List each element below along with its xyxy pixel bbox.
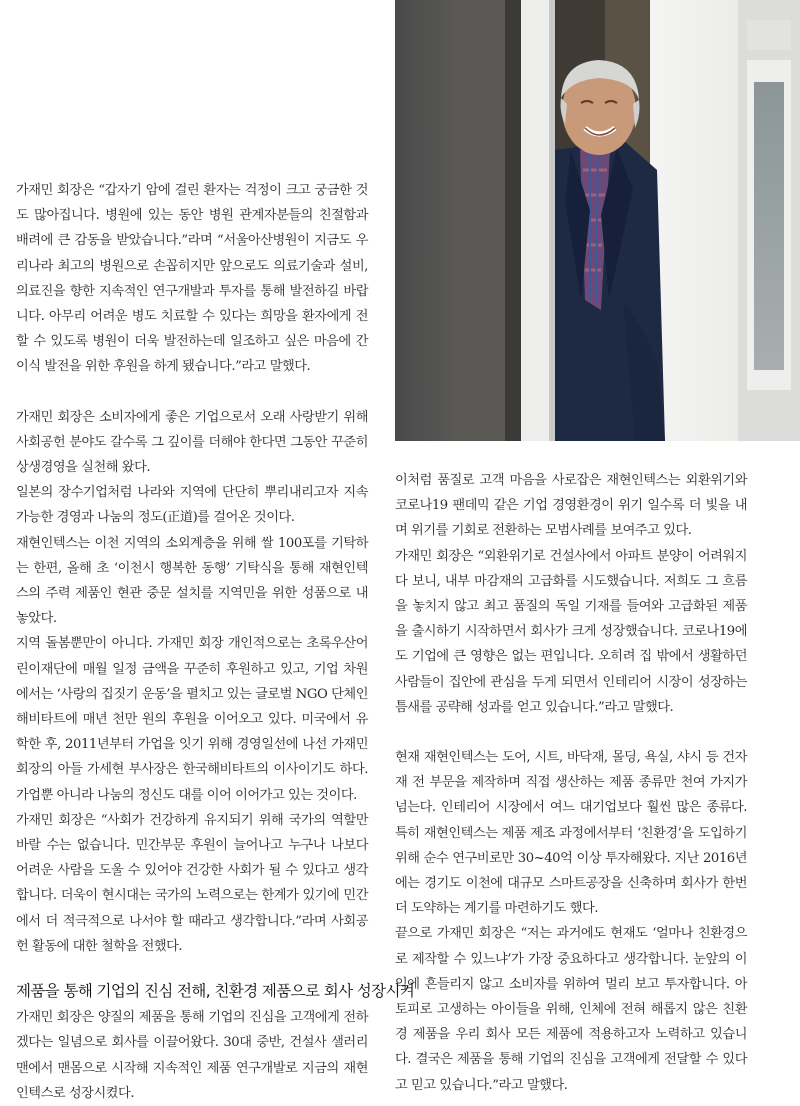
section-subheading: 제품을 통해 기업의 진심 전해, 친환경 제품으로 회사 성장시켜 (16, 982, 415, 1001)
left-text-column (16, 178, 415, 1106)
paragraph: 가재민 회장은 “사회가 건강하게 유지되기 위해 국가의 역할만 바랄 수는 없습니다. 민간부문 후원이 늘어나고 누구나 나보다 어려운 사람을 도울 수 있어야 건강한 사회가 될 수 있다고 생각합니다. 더욱이 현시대는 국가의 노력으로는 한계가 있기에 민간에서 더 적극적으로 나서야 할 때라고 생각합니다.”라며 사회공헌 활동에 대한 철학을 전했다. (16, 812, 368, 954)
right-text-column (395, 468, 747, 1098)
portrait-photo (395, 0, 800, 441)
portrait-illustration (395, 0, 800, 441)
paragraph: 현재 재현인텍스는 도어, 시트, 바닥재, 몰딩, 욕실, 샤시 등 건자재 전 부문을 제작하며 직접 생산하는 제품 종류만 천여 가지가 넘는다. 인테리어 시장에서 여느 대기업보다 훨씬 많은 종류다. 특히 재현인텍스는 제품 제조 과정에서부터 ‘친환경’을 도입하기 위해 순수 연구비로만 30~40억 이상 투자해왔다. 지난 2016년에는 경기도 이천에 대규모 스마트공장을 신축하며 회사가 한번 더 도약하는 계기를 마련하기도 했다. (395, 750, 747, 917)
paragraph: 끝으로 가재민 회장은 “저는 과거에도 현재도 ‘얼마나 친환경으로 제작할 수 있느냐’가 가장 중요하다고 생각합니다. 눈앞의 이익에 흔들리지 않고 소비자를 위하여 멀리 보고 투자합니다. 아토피로 고생하는 아이들을 위해, 인체에 전혀 해롭지 않은 친환경 제품을 우리 회사 모든 제품에 적용하고자 노력하고 있습니다. 결국은 제품을 통해 기업의 진심을 고객에게 전달할 수 있다고 믿고 있습니다.”라고 말했다. (395, 926, 747, 1093)
paragraph: 가재민 회장은 소비자에게 좋은 기업으로서 오래 사랑받기 위해 사회공헌 분야도 갈수록 그 깊이를 더해야 한다면 그동안 꾸준히 상생경영을 실천해 왔다. (16, 409, 368, 476)
paragraph: 지역 돌봄뿐만이 아니다. 가재민 회장 개인적으로는 초록우산어린이재단에 매월 일정 금액을 꾸준히 후원하고 있고, 기업 차원에서는 ‘사랑의 집짓기 운동’을 펼치고 있는 글로벌 NGO 단체인 해비타트에 매년 천만 원의 후원을 이어오고 있다. 미국에서 유학한 후, 2011년부터 가업을 잇기 위해 경영일선에 나선 가재민 회장의 아들 가세현 부사장은 한국해비타트의 이사이기도 하다. 가업뿐 아니라 나눔의 정신도 대를 이어 이어가고 있는 것이다. (16, 636, 368, 803)
paragraph: 이처럼 품질로 고객 마음을 사로잡은 재현인텍스는 외환위기와 코로나19 팬데믹 같은 기업 경영환경이 위기 일수록 더 빛을 내며 위기를 기회로 전환하는 모범사례를 보여주고 있다. (395, 473, 747, 539)
paragraph: 재현인텍스는 이천 지역의 소외계층을 위해 쌀 100포를 기탁하는 한편, 올해 초 ‘이천시 행복한 동행’ 기탁식을 통해 재현인텍스의 주력 제품인 현관 중문 설치를 지역민을 위한 성품으로 내놓았다. (16, 535, 368, 627)
paragraph: 일본의 장수기업처럼 나라와 지역에 단단히 뿌리내리고자 지속 가능한 경영과 나눔의 정도(正道)를 걸어온 것이다. (16, 485, 368, 526)
paragraph: 가재민 회장은 양질의 제품을 통해 기업의 진심을 고객에게 전하겠다는 일념으로 회사를 이끌어왔다. 30대 중반, 건설사 샐러리맨에서 맨몸으로 시작해 지속적인 제품 연구개발로 지금의 재현인텍스로 성장시켰다. (16, 1010, 368, 1101)
paragraph: 가재민 회장은 “외환위기로 건설사에서 아파트 분양이 어려워지다 보니, 내부 마감재의 고급화를 시도했습니다. 저희도 그 흐름을 놓치지 않고 최고 품질의 독일 기재를 들여와 고급화된 제품을 출시하기 시작하면서 회사가 크게 성장했습니다. 코로나19에도 기업에 큰 영향은 없는 편입니다. 오히려 집 밖에서 생활하던 사람들이 집안에 관심을 두게 되면서 인테리어 시장이 성장하는 틈새를 공략해 성과를 얻고 있습니다.”라고 말했다. (395, 548, 747, 715)
paragraph: 가재민 회장은 “갑자기 암에 걸린 환자는 걱정이 크고 궁금한 것도 많아집니다. 병원에 있는 동안 병원 관계자분들의 친절함과 배려에 큰 감동을 받았습니다.”라며 “서울아산병원이 지금도 우리나라 최고의 병원으로 손꼽히지만 앞으로도 의료기술과 설비, 의료진을 향한 지속적인 연구개발과 투자를 통해 발전하길 바랍니다. 아무리 어려운 병도 치료할 수 있다는 희망을 환자에게 전할 수 있도록 병원이 더욱 발전하는데 일조하고 싶은 마음에 간이식 발전을 위한 후원을 하게 됐습니다.”라고 말했다. (16, 183, 368, 375)
